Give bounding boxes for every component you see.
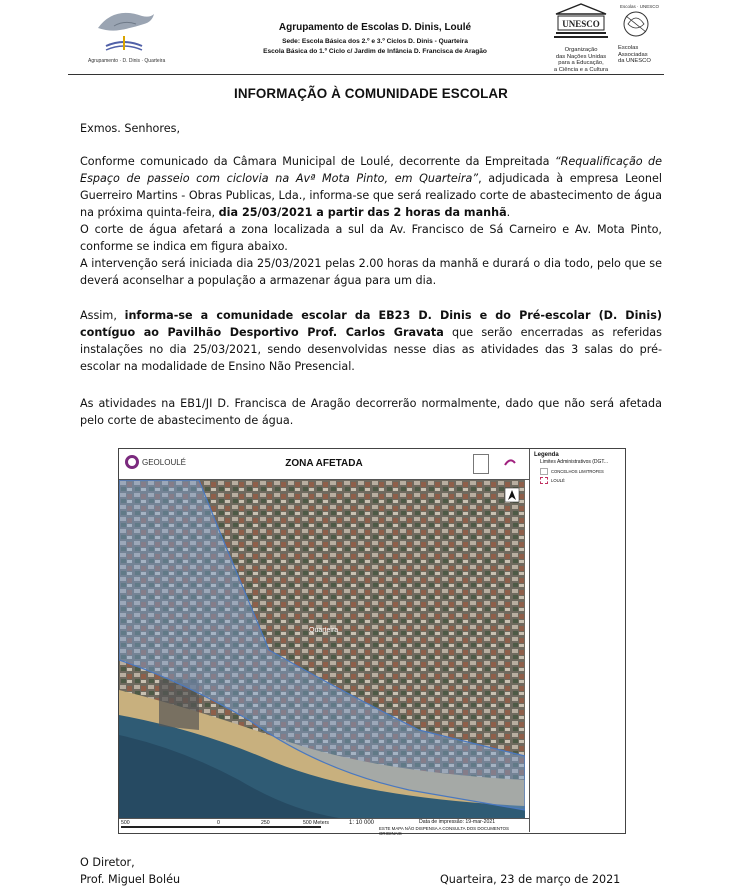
svg-text:Escolas · UNESCO: Escolas · UNESCO <box>620 4 660 9</box>
unesco-caption: Organização das Nações Unidas para a Educação, a Ciência e a Cultura <box>553 47 609 73</box>
geoloule-logo: GEOLOULÉ <box>125 455 186 469</box>
place-label: Quarteira <box>309 627 339 634</box>
escolas-caption: Escolas Associadas da UNESCO <box>618 45 651 65</box>
signature-role: O Diretor, <box>80 856 135 869</box>
map-header <box>119 449 529 480</box>
map-scale: 500 0 250 500 Meters 1: 10 000 Data de impressão: 19-mar-2021 ESTE MAPA NÃO DISPENSA A CONSULTA DOS DOCUMENTOS ORIGINAIS <box>119 818 529 833</box>
map-title: ZONA AFETADA <box>285 458 363 469</box>
header-line-1: Sede: Escola Básica dos 2.º e 3.º Ciclos D. Dinis - Quarteira <box>282 38 468 45</box>
geoloule-icon <box>125 455 139 469</box>
unesco-logo <box>550 2 612 73</box>
satellite-map <box>119 480 525 818</box>
unesco-schools-logo <box>618 2 680 70</box>
header-line-2: Escola Básica do 1.º Ciclo c/ Jardim de Infância D. Francisca de Aragão <box>263 48 487 55</box>
paragraph-2: O corte de água afetará a zona localizada a sul da Av. Francisco de Sá Carneiro e Av. Mota Pinto, conforme se indica em figura abaixo. <box>80 223 662 253</box>
place-date: Quarteira, 23 de março de 2021 <box>440 873 621 886</box>
unesco-logo-text: UNESCO <box>562 19 600 29</box>
svg-text:Agrupamento · D. Dinis · Quart: Agrupamento · D. Dinis · Quarteira <box>88 58 166 64</box>
loule-logo-icon <box>501 455 519 471</box>
affected-zone-map <box>118 448 626 834</box>
header-block <box>210 22 540 57</box>
north-arrow-icon <box>505 488 519 502</box>
paragraph-5: As atividades na EB1/JI D. Francisca de Aragão decorrerão normalmente, dado que não será afetada pelo corte de abastecimento de água. <box>80 397 662 427</box>
coat-of-arms-icon <box>473 454 489 474</box>
legend-item: LOULÉ <box>540 477 625 484</box>
legend-item: CONCELHOS LIMITROFES <box>540 468 625 475</box>
header-divider <box>68 74 664 75</box>
school-name: Agrupamento de Escolas D. Dinis, Loulé <box>278 22 472 33</box>
document-title: INFORMAÇÃO À COMUNIDADE ESCOLAR <box>234 86 508 101</box>
greeting: Exmos. Senhores, <box>80 122 181 135</box>
signature-name: Prof. Miguel Boléu <box>80 873 181 886</box>
map-legend: Legenda Limites Administrativos (DGT... CONCELHOS LIMITROFES LOULÉ <box>529 449 625 832</box>
school-logo <box>84 2 166 68</box>
paragraph-3: A intervenção será iniciada dia 25/03/2021 pelas 2.00 horas da manhã e durará o dia todo, pelo que se deverá aconselhar a população a armazenar água para um dia. <box>80 257 662 287</box>
paragraph-4: Assim, informa-se a comunidade escolar da EB23 D. Dinis e do Pré-escolar (D. Dinis) contíguo ao Pavilhão Desportivo Prof. Carlos Gravata que serão encerradas as referidas instalações no dia 25/03/2021, sendo desenvolvidas nesse dias as atividades das 3 salas do pré-escolar na modalidade de Ensino Não Presencial. <box>80 309 662 373</box>
paragraph-1: Conforme comunicado da Câmara Municipal de Loulé, decorrente da Empreitada “Requalificação de Espaço de passeio com ciclovia na Avª Mota Pinto, em Quarteira”, adjudicada à empresa Leonel Guerreiro Martins - Obras Publicas, Lda., informa-se que será realizado corte de abastecimento de água na próxima quinta-feira, dia 25/03/2021 a partir das 2 horas da manhã. O corte de água afetará a zona localizada a sul da Av. Francisco de Sá Carneiro e Av. Mota Pinto, conforme se indica em figura abaixo. A intervenção será iniciada dia 25/03/2021 pelas 2.00 horas da manhã e durará o dia todo, pelo que se deverá aconselhar a população a armazenar água para um dia. <box>80 155 663 287</box>
